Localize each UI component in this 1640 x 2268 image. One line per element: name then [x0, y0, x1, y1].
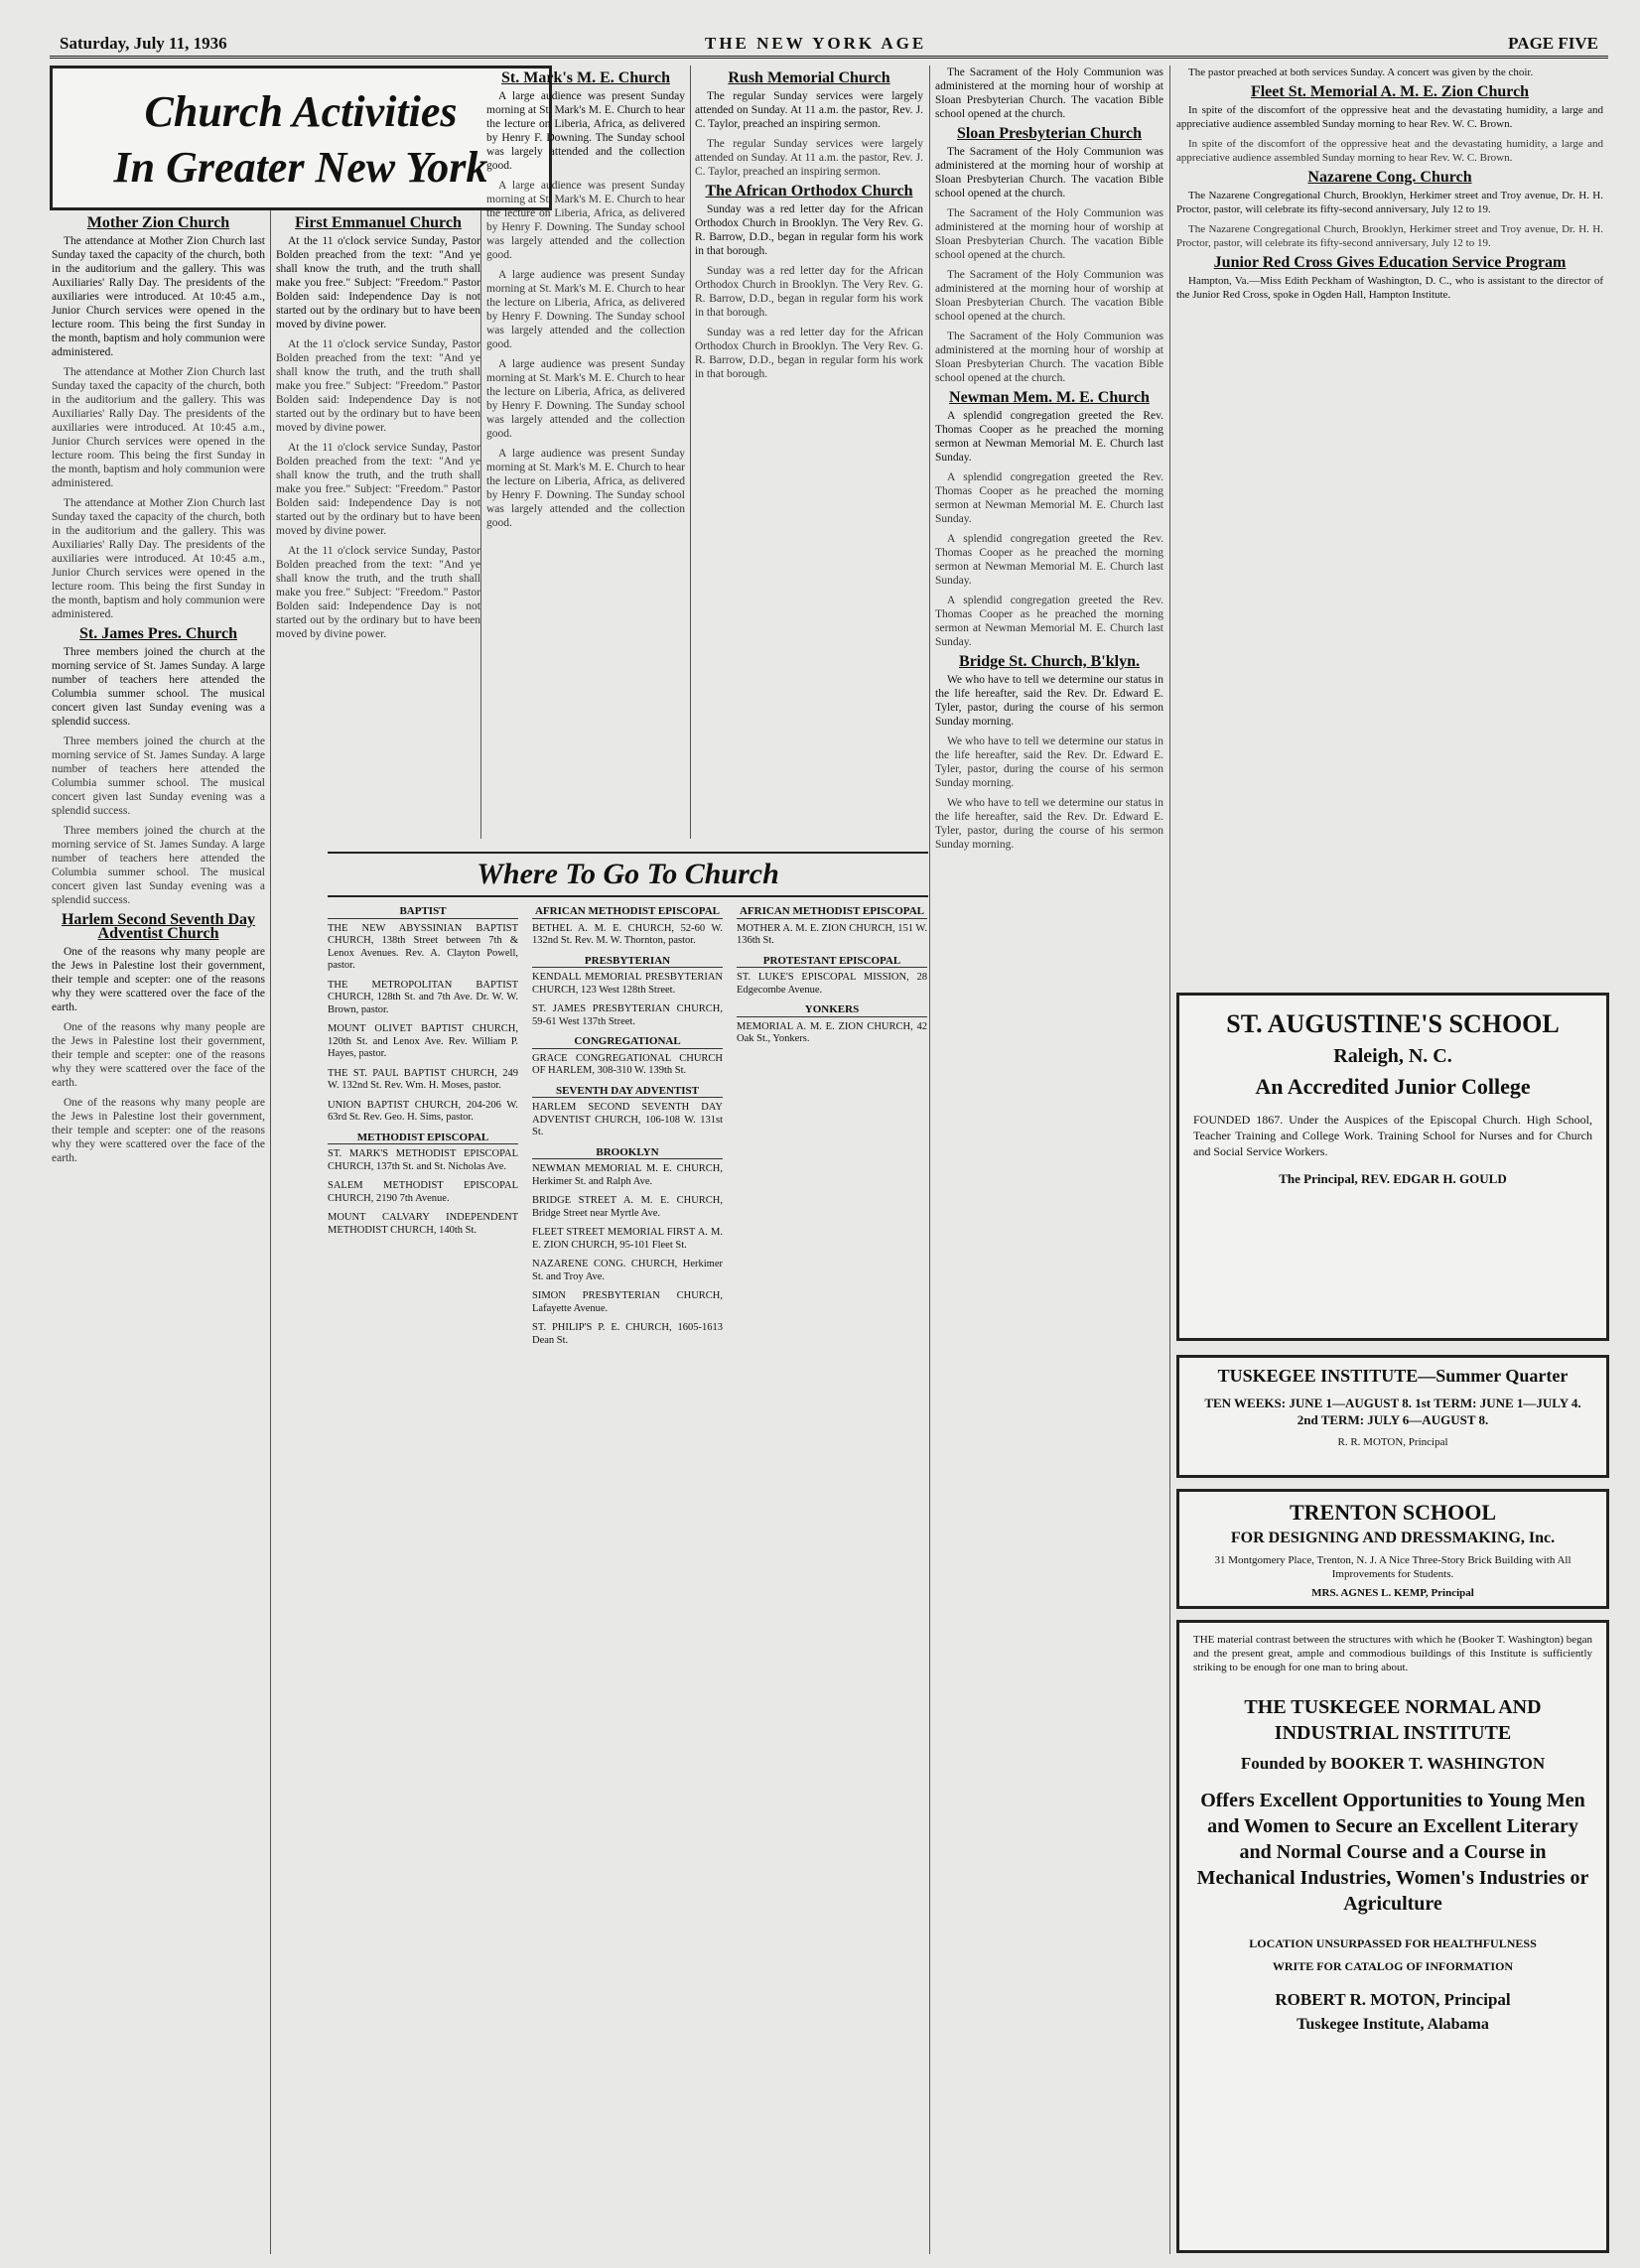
headline: St. Mark's M. E. Church: [501, 69, 670, 86]
article-text: A splendid congregation greeted the Rev. Thomas Cooper as he preached the morning sermon at Newman Memorial M. E. Church last Sunday.: [935, 410, 1163, 464]
ad-body: Offers Excellent Opportunities to Young Men and Women to Secure an Excellent Literary and Normal Course and a Course in Mechanical Industries, Women's Industries or Agriculture: [1196, 1790, 1589, 1915]
article-text: The Sacrament of the Holy Communion was administered at the morning hour of worship at Sloan Presbyterian Church. The vacation Bible school opened at the church.: [935, 67, 1163, 120]
ad-signature: ROBERT R. MOTON, Principal: [1275, 1990, 1511, 2009]
issue-date: Saturday, July 11, 1936: [60, 34, 227, 53]
column-rule: [1169, 66, 1170, 2254]
ad-tuskegee-institute: [1176, 1620, 1609, 2253]
article-text: The regular Sunday services were largely attended on Sunday. At 11 a.m. the pastor, Rev. J. C. Taylor, preached an inspiring sermon.: [695, 90, 923, 130]
article-text: We who have to tell we determine our status in the life hereafter, said the Rev. Dr. Edward E. Tyler, pastor, during the course of his sermon Sunday morning.: [935, 797, 1163, 851]
article-text: One of the reasons why many people are the Jews in Palestine lost their government, their temple and scepter: one of the reasons why they were scattered over the face of the earth.: [52, 1097, 265, 1164]
directory-entry: GRACE CONGREGATIONAL CHURCH OF HARLEM, 308-310 W. 139th St.: [532, 1052, 723, 1076]
article-text: The Sacrament of the Holy Communion was administered at the morning hour of worship at Sloan Presbyterian Church. The vacation Bible school opened at the church.: [935, 207, 1163, 261]
article-text: A large audience was present Sunday morning at St. Mark's M. E. Church to hear the lecture on Liberia, Africa, as delivered by Henry F. Downing. The Sunday school was largely attended and the collection good.: [486, 358, 685, 440]
directory-column-3: [737, 901, 927, 2251]
article-text: We who have to tell we determine our status in the life hereafter, said the Rev. Dr. Edward E. Tyler, pastor, during the course of his sermon Sunday morning.: [935, 735, 1163, 789]
article-text: The attendance at Mother Zion Church last Sunday taxed the capacity of the church, both in the auditorium and the gallery. This was Auxiliaries' Rally Day. The presidents of the auxiliaries were introduced. At 10:45 a.m., Junior Church services were opened in the lecture room. This being the first Sunday in the month, baptism and holy communion were administered.: [52, 366, 265, 489]
column-rule: [690, 66, 691, 839]
article-text: A splendid congregation greeted the Rev. Thomas Cooper as he preached the morning sermon at Newman Memorial M. E. Church last Sunday.: [935, 533, 1163, 587]
directory-entry: THE METROPOLITAN BAPTIST CHURCH, 128th St. and 7th Ave. Dr. W. W. Brown, pastor.: [328, 979, 518, 1015]
ad-place: Tuskegee Institute, Alabama: [1297, 2016, 1489, 2033]
ad-founded: Founded by BOOKER T. WASHINGTON: [1240, 1754, 1546, 1773]
article-text: In spite of the discomfort of the oppressive heat and the devastating humidity, a large and appreciative audience assembled Sunday morning to hear Rev. W. C. Brown.: [1176, 104, 1603, 130]
ad-body: TEN WEEKS: JUNE 1—AUGUST 8. 1st TERM: JUNE 1—JULY 4. 2nd TERM: JULY 6—AUGUST 8.: [1204, 1396, 1581, 1427]
article-text: The attendance at Mother Zion Church last Sunday taxed the capacity of the church, both in the auditorium and the gallery. This was Auxiliaries' Rally Day. The presidents of the auxiliaries were introduced. At 10:45 a.m., Junior Church services were opened in the lecture room. This being the first Sunday in the month, baptism and holy communion were administered.: [52, 497, 265, 620]
directory-heading: BROOKLYN: [532, 1146, 723, 1160]
ad-tuskegee-summer: [1176, 1355, 1609, 1478]
column-6-top: [1176, 66, 1603, 978]
directory-entry: BRIDGE STREET A. M. E. CHURCH, Bridge Street near Myrtle Ave.: [532, 1195, 723, 1219]
directory-entry: MOTHER A. M. E. ZION CHURCH, 151 W. 136th St.: [737, 922, 927, 946]
ad-subtitle: An Accredited Junior College: [1255, 1074, 1531, 1099]
masthead: [50, 30, 1608, 59]
article-text: Three members joined the church at the morning service of St. James Sunday. A large number of teachers here attended the Columbia summer school. The musical concert given last Sunday evening was a splendid success.: [52, 735, 265, 817]
article-text: We who have to tell we determine our status in the life hereafter, said the Rev. Dr. Edward E. Tyler, pastor, during the course of his sermon Sunday morning.: [935, 674, 1163, 728]
article-text: Sunday was a red letter day for the African Orthodox Church in Brooklyn. The Very Rev. G. R. Barrow, D.D., began in regular form his work in that borough.: [695, 203, 923, 257]
article-text: A large audience was present Sunday morning at St. Mark's M. E. Church to hear the lecture on Liberia, Africa, as delivered by Henry F. Downing. The Sunday school was largely attended and the collection good.: [486, 269, 685, 350]
directory-entry: SIMON PRESBYTERIAN CHURCH, Lafayette Avenue.: [532, 1290, 723, 1314]
directory-entry: HARLEM SECOND SEVENTH DAY ADVENTIST CHURCH, 106-108 W. 131st St.: [532, 1102, 723, 1137]
article-text: The Nazarene Congregational Church, Brooklyn, Herkimer street and Troy avenue, Dr. H. H. Proctor, pastor, will celebrate its fifty-second anniversary, July 12 to 19.: [1176, 190, 1603, 215]
article-text: A splendid congregation greeted the Rev. Thomas Cooper as he preached the morning sermon at Newman Memorial M. E. Church last Sunday.: [935, 471, 1163, 525]
column-rule: [480, 210, 481, 839]
article-text: In spite of the discomfort of the oppressive heat and the devastating humidity, a large and appreciative audience assembled Sunday morning to hear Rev. W. C. Brown.: [1176, 138, 1603, 164]
article-text: A large audience was present Sunday morning at St. Mark's M. E. Church to hear the lecture on Liberia, Africa, as delivered by Henry F. Downing. The Sunday school was largely attended and the collection good.: [486, 90, 685, 172]
headline: Rush Memorial Church: [728, 69, 890, 86]
directory-entry: MEMORIAL A. M. E. ZION CHURCH, 42 Oak St., Yonkers.: [737, 1020, 927, 1044]
article-text: The Nazarene Congregational Church, Brooklyn, Herkimer street and Troy avenue, Dr. H. H. Proctor, pastor, will celebrate its fifty-second anniversary, July 12 to 19.: [1176, 223, 1603, 249]
directory-title: Where To Go To Church: [328, 852, 928, 897]
directory-entry: SALEM METHODIST EPISCOPAL CHURCH, 2190 7th Avenue.: [328, 1180, 518, 1204]
headline: St. James Pres. Church: [79, 625, 237, 642]
ad-title: TRENTON SCHOOL: [1289, 1500, 1497, 1525]
article-text: Three members joined the church at the morning service of St. James Sunday. A large number of teachers here attended the Columbia summer school. The musical concert given last Sunday evening was a splendid success.: [52, 646, 265, 728]
article-text: The Sacrament of the Holy Communion was administered at the morning hour of worship at Sloan Presbyterian Church. The vacation Bible school opened at the church.: [935, 269, 1163, 323]
article-text: One of the reasons why many people are the Jews in Palestine lost their government, their temple and scepter: one of the reasons why they were scattered over the face of the earth.: [52, 1021, 265, 1089]
article-text: One of the reasons why many people are the Jews in Palestine lost their government, their temple and scepter: one of the reasons why they were scattered over the face of the earth.: [52, 946, 265, 1013]
paper-name: THE NEW YORK AGE: [705, 34, 927, 53]
ad-title: ST. AUGUSTINE'S SCHOOL: [1226, 1009, 1560, 1038]
article-text: Sunday was a red letter day for the African Orthodox Church in Brooklyn. The Very Rev. G. R. Barrow, D.D., began in regular form his work in that borough.: [695, 265, 923, 319]
ad-st-augustines: [1176, 993, 1609, 1341]
headline: Bridge St. Church, B'klyn.: [959, 653, 1140, 670]
directory-column-2: [532, 901, 723, 2251]
ad-footer: R. R. MOTON, Principal: [1337, 1436, 1448, 1448]
banner-line-1: Church Activities: [144, 87, 458, 136]
ad-quote: THE material contrast between the structures with which he (Booker T. Washington) began and the present great, ample and commodious buildings of this Institute is sufficiently striking to be enough for one man to bring about.: [1193, 1634, 1592, 1673]
page-number: PAGE FIVE: [1508, 34, 1598, 53]
headline: Newman Mem. M. E. Church: [949, 389, 1150, 406]
directory-entry: FLEET STREET MEMORIAL FIRST A. M. E. ZION CHURCH, 95-101 Fleet St.: [532, 1227, 723, 1251]
directory-entry: NEWMAN MEMORIAL M. E. CHURCH, Herkimer St. and Ralph Ave.: [532, 1163, 723, 1187]
column-rule: [270, 210, 271, 2254]
directory-heading: YONKERS: [737, 1003, 927, 1017]
ad-footer: MRS. AGNES L. KEMP, Principal: [1311, 1587, 1474, 1599]
headline: The African Orthodox Church: [705, 183, 913, 200]
banner-line-2: In Greater New York: [113, 143, 488, 192]
article-text: The regular Sunday services were largely attended on Sunday. At 11 a.m. the pastor, Rev. J. C. Taylor, preached an inspiring sermon.: [695, 138, 923, 178]
directory-heading: CONGREGATIONAL: [532, 1035, 723, 1049]
directory-heading: AFRICAN METHODIST EPISCOPAL: [737, 905, 927, 919]
church-directory: [328, 901, 928, 2251]
article-text: A large audience was present Sunday morning at St. Mark's M. E. Church to hear the lecture on Liberia, Africa, as delivered by Henry F. Downing. The Sunday school was largely attended and the collection good.: [486, 180, 685, 261]
headline: Sloan Presbyterian Church: [956, 125, 1143, 142]
article-text: At the 11 o'clock service Sunday, Pastor Bolden preached from the text: "And ye shall know the truth, and the truth shall make you free." Subject: "Freedom." Pastor Bolden said: Independence Day is not started out by the ordinary but to have been moved by divine power.: [276, 235, 480, 331]
ad-write: WRITE FOR CATALOG OF INFORMATION: [1272, 1959, 1514, 1973]
article-text: Sunday was a red letter day for the African Orthodox Church in Brooklyn. The Very Rev. G. R. Barrow, D.D., began in regular form his work in that borough.: [695, 327, 923, 380]
directory-entry: KENDALL MEMORIAL PRESBYTERIAN CHURCH, 123 West 128th Street.: [532, 972, 723, 996]
article-text: The attendance at Mother Zion Church last Sunday taxed the capacity of the church, both in the auditorium and the gallery. This was Auxiliaries' Rally Day. The presidents of the auxiliaries were introduced. At 10:45 a.m., Junior Church services were opened in the lecture room. This being the first Sunday in the month, baptism and holy communion were administered.: [52, 235, 265, 358]
directory-entry: ST. JAMES PRESBYTERIAN CHURCH, 59-61 West 137th Street.: [532, 1003, 723, 1027]
article-text: A splendid congregation greeted the Rev. Thomas Cooper as he preached the morning sermon at Newman Memorial M. E. Church last Sunday.: [935, 595, 1163, 648]
article-text: Three members joined the church at the morning service of St. James Sunday. A large number of teachers here attended the Columbia summer school. The musical concert given last Sunday evening was a splendid success.: [52, 825, 265, 906]
ad-body: FOUNDED 1867. Under the Auspices of the Episcopal Church. High School, Teacher Training and College Work. Training School for Nurses and for Church and Social Service Workers.: [1193, 1113, 1592, 1158]
ad-subtitle: FOR DESIGNING AND DRESSMAKING, Inc.: [1230, 1530, 1556, 1546]
column-1: [52, 210, 265, 2254]
section-banner: [50, 66, 552, 210]
directory-entry: ST. MARK'S METHODIST EPISCOPAL CHURCH, 137th St. and St. Nicholas Ave.: [328, 1148, 518, 1172]
directory-entry: ST. PHILIP'S P. E. CHURCH, 1605-1613 Dean St.: [532, 1322, 723, 1346]
directory-entry: BETHEL A. M. E. CHURCH, 52-60 W. 132nd St. Rev. M. W. Thornton, pastor.: [532, 922, 723, 946]
article-text: At the 11 o'clock service Sunday, Pastor Bolden preached from the text: "And ye shall know the truth, and the truth shall make you free." Subject: "Freedom." Pastor Bolden said: Independence Day is not started out by the ordinary but to have been moved by divine power.: [276, 442, 480, 537]
headline: Nazarene Cong. Church: [1307, 169, 1472, 186]
directory-entry: MOUNT OLIVET BAPTIST CHURCH, 120th St. and Lenox Ave. Rev. William P. Hayes, pastor.: [328, 1023, 518, 1059]
directory-entry: ST. LUKE'S EPISCOPAL MISSION, 28 Edgecombe Avenue.: [737, 972, 927, 996]
directory-heading: PROTESTANT EPISCOPAL: [737, 955, 927, 969]
headline: Junior Red Cross Gives Education Service Program: [1213, 254, 1567, 271]
directory-heading: AFRICAN METHODIST EPISCOPAL: [532, 905, 723, 919]
ad-trenton-school: [1176, 1489, 1609, 1609]
column-4-top: [695, 66, 923, 839]
ad-footer: The Principal, REV. EDGAR H. GOULD: [1279, 1171, 1507, 1186]
directory-heading: PRESBYTERIAN: [532, 955, 723, 969]
column-5: [935, 66, 1163, 2254]
directory-entry: THE NEW ABYSSINIAN BAPTIST CHURCH, 138th Street between 7th & Lenox Avenues. Rev. A. Clayton Powell, pastor.: [328, 922, 518, 971]
ad-location: LOCATION UNSURPASSED FOR HEALTHFULNESS: [1249, 1936, 1537, 1950]
article-text: The Sacrament of the Holy Communion was administered at the morning hour of worship at Sloan Presbyterian Church. The vacation Bible school opened at the church.: [935, 146, 1163, 200]
directory-column-1: [328, 901, 518, 2251]
directory-entry: UNION BAPTIST CHURCH, 204-206 W. 63rd St. Rev. Geo. H. Sims, pastor.: [328, 1099, 518, 1123]
directory-heading: METHODIST EPISCOPAL: [328, 1132, 518, 1145]
headline: First Emmanuel Church: [295, 214, 462, 231]
directory-heading: SEVENTH DAY ADVENTIST: [532, 1085, 723, 1099]
directory-entry: THE ST. PAUL BAPTIST CHURCH, 249 W. 132nd St. Rev. Wm. H. Moses, pastor.: [328, 1067, 518, 1091]
ad-body: 31 Montgomery Place, Trenton, N. J. A Nice Three-Story Brick Building with All Improvements for Students.: [1214, 1554, 1572, 1580]
ad-place: Raleigh, N. C.: [1333, 1045, 1452, 1067]
article-text: A large audience was present Sunday morning at St. Mark's M. E. Church to hear the lecture on Liberia, Africa, as delivered by Henry F. Downing. The Sunday school was largely attended and the collection good.: [486, 448, 685, 529]
column-3-top: [486, 66, 685, 839]
column-rule: [929, 66, 930, 2254]
column-2-top: [276, 210, 480, 839]
article-text: The pastor preached at both services Sunday. A concert was given by the choir.: [1188, 67, 1534, 78]
article-text: At the 11 o'clock service Sunday, Pastor Bolden preached from the text: "And ye shall know the truth, and the truth shall make you free." Subject: "Freedom." Pastor Bolden said: Independence Day is not started out by the ordinary but to have been moved by divine power.: [276, 545, 480, 640]
headline: Harlem Second Seventh Day Adventist Church: [61, 911, 256, 942]
directory-entry: NAZARENE CONG. CHURCH, Herkimer St. and Troy Ave.: [532, 1259, 723, 1282]
article-text: Hampton, Va.—Miss Edith Peckham of Washington, D. C., who is assistant to the director of the Junior Red Cross, spoke in Ogden Hall, Hampton Institute.: [1176, 275, 1603, 301]
article-text: At the 11 o'clock service Sunday, Pastor Bolden preached from the text: "And ye shall know the truth, and the truth shall make you free." Subject: "Freedom." Pastor Bolden said: Independence Day is not started out by the ordinary but to have been moved by divine power.: [276, 338, 480, 434]
ad-title: THE TUSKEGEE NORMAL AND INDUSTRIAL INSTITUTE: [1244, 1696, 1542, 1744]
headline: Fleet St. Memorial A. M. E. Zion Church: [1250, 83, 1530, 100]
ad-title: TUSKEGEE INSTITUTE—Summer Quarter: [1217, 1366, 1569, 1386]
article-text: The Sacrament of the Holy Communion was administered at the morning hour of worship at Sloan Presbyterian Church. The vacation Bible school opened at the church.: [935, 331, 1163, 384]
directory-entry: MOUNT CALVARY INDEPENDENT METHODIST CHURCH, 140th St.: [328, 1212, 518, 1236]
headline: Mother Zion Church: [86, 214, 230, 231]
directory-heading: BAPTIST: [328, 905, 518, 919]
